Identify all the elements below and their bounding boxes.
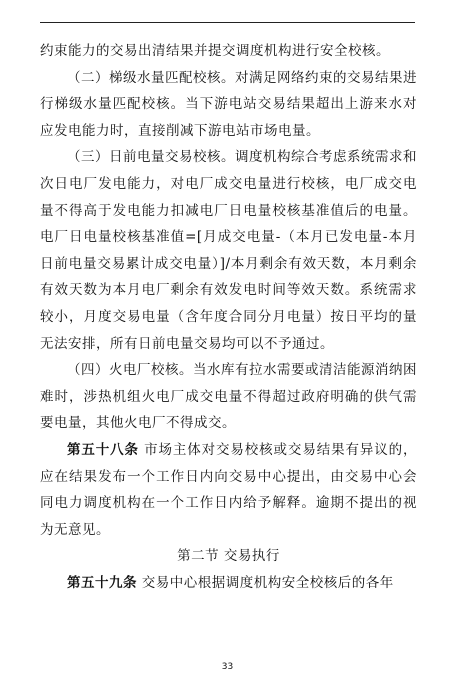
article-59-label: 第五十九条 xyxy=(67,574,137,591)
article-58-label: 第五十八条 xyxy=(67,441,139,458)
section-title: 第二节 交易执行 xyxy=(177,548,280,565)
document-body xyxy=(40,38,417,596)
paragraph-continuation: 约束能力的交易出清结果并提交调度机构进行安全校核。 xyxy=(40,43,390,59)
article-59-text: 交易中心根据调度机构安全校核后的各年 xyxy=(137,574,394,591)
paragraph-thermal-plant-check: （四）火电厂校核。当水库有拉水需要或清洁能源消纳困难时，涉热机组火电厂成交电量不得超过政府明确的供气需要电量，其他火电厂不得成交。 xyxy=(40,362,417,432)
page-number: 33 xyxy=(221,662,234,672)
header-rule xyxy=(40,22,415,23)
article-59 xyxy=(40,570,417,597)
paragraph-cascade-water-check: （二）梯级水量匹配校核。对满足网络约束的交易结果进行梯级水量匹配校核。当下游电站交易结果超出上游来水对应发电能力时，直接削减下游电站市场电量。 xyxy=(40,69,417,139)
article-58 xyxy=(40,437,417,543)
article-58-text: 市场主体对交易校核或交易结果有异议的，应在结果发布一个工作日内向交易中心提出，由交易中心会同电力调度机构在一个工作日内给予解释。逾期不提出的视为无意见。 xyxy=(40,441,417,538)
paragraph-day-ahead-check: （三）日前电量交易校核。调度机构综合考虑系统需求和次日电厂发电能力，对电厂成交电量进行校核，电厂成交电量不得高于发电能力扣减电厂日电量校核基准值后的电量。电厂日电量校核基准值=[月成交电量-（本月已发电量-本月日前电量交易累计成交电量）]/本月剩余有效天数，本月剩余有效天数为本月电厂剩余有效发电时间等效天数。系统需求较小，月度交易电量（含年度合同分月电量）按日平均的量无法安排，所有日前电量交易均可以不予通过。 xyxy=(40,149,417,352)
